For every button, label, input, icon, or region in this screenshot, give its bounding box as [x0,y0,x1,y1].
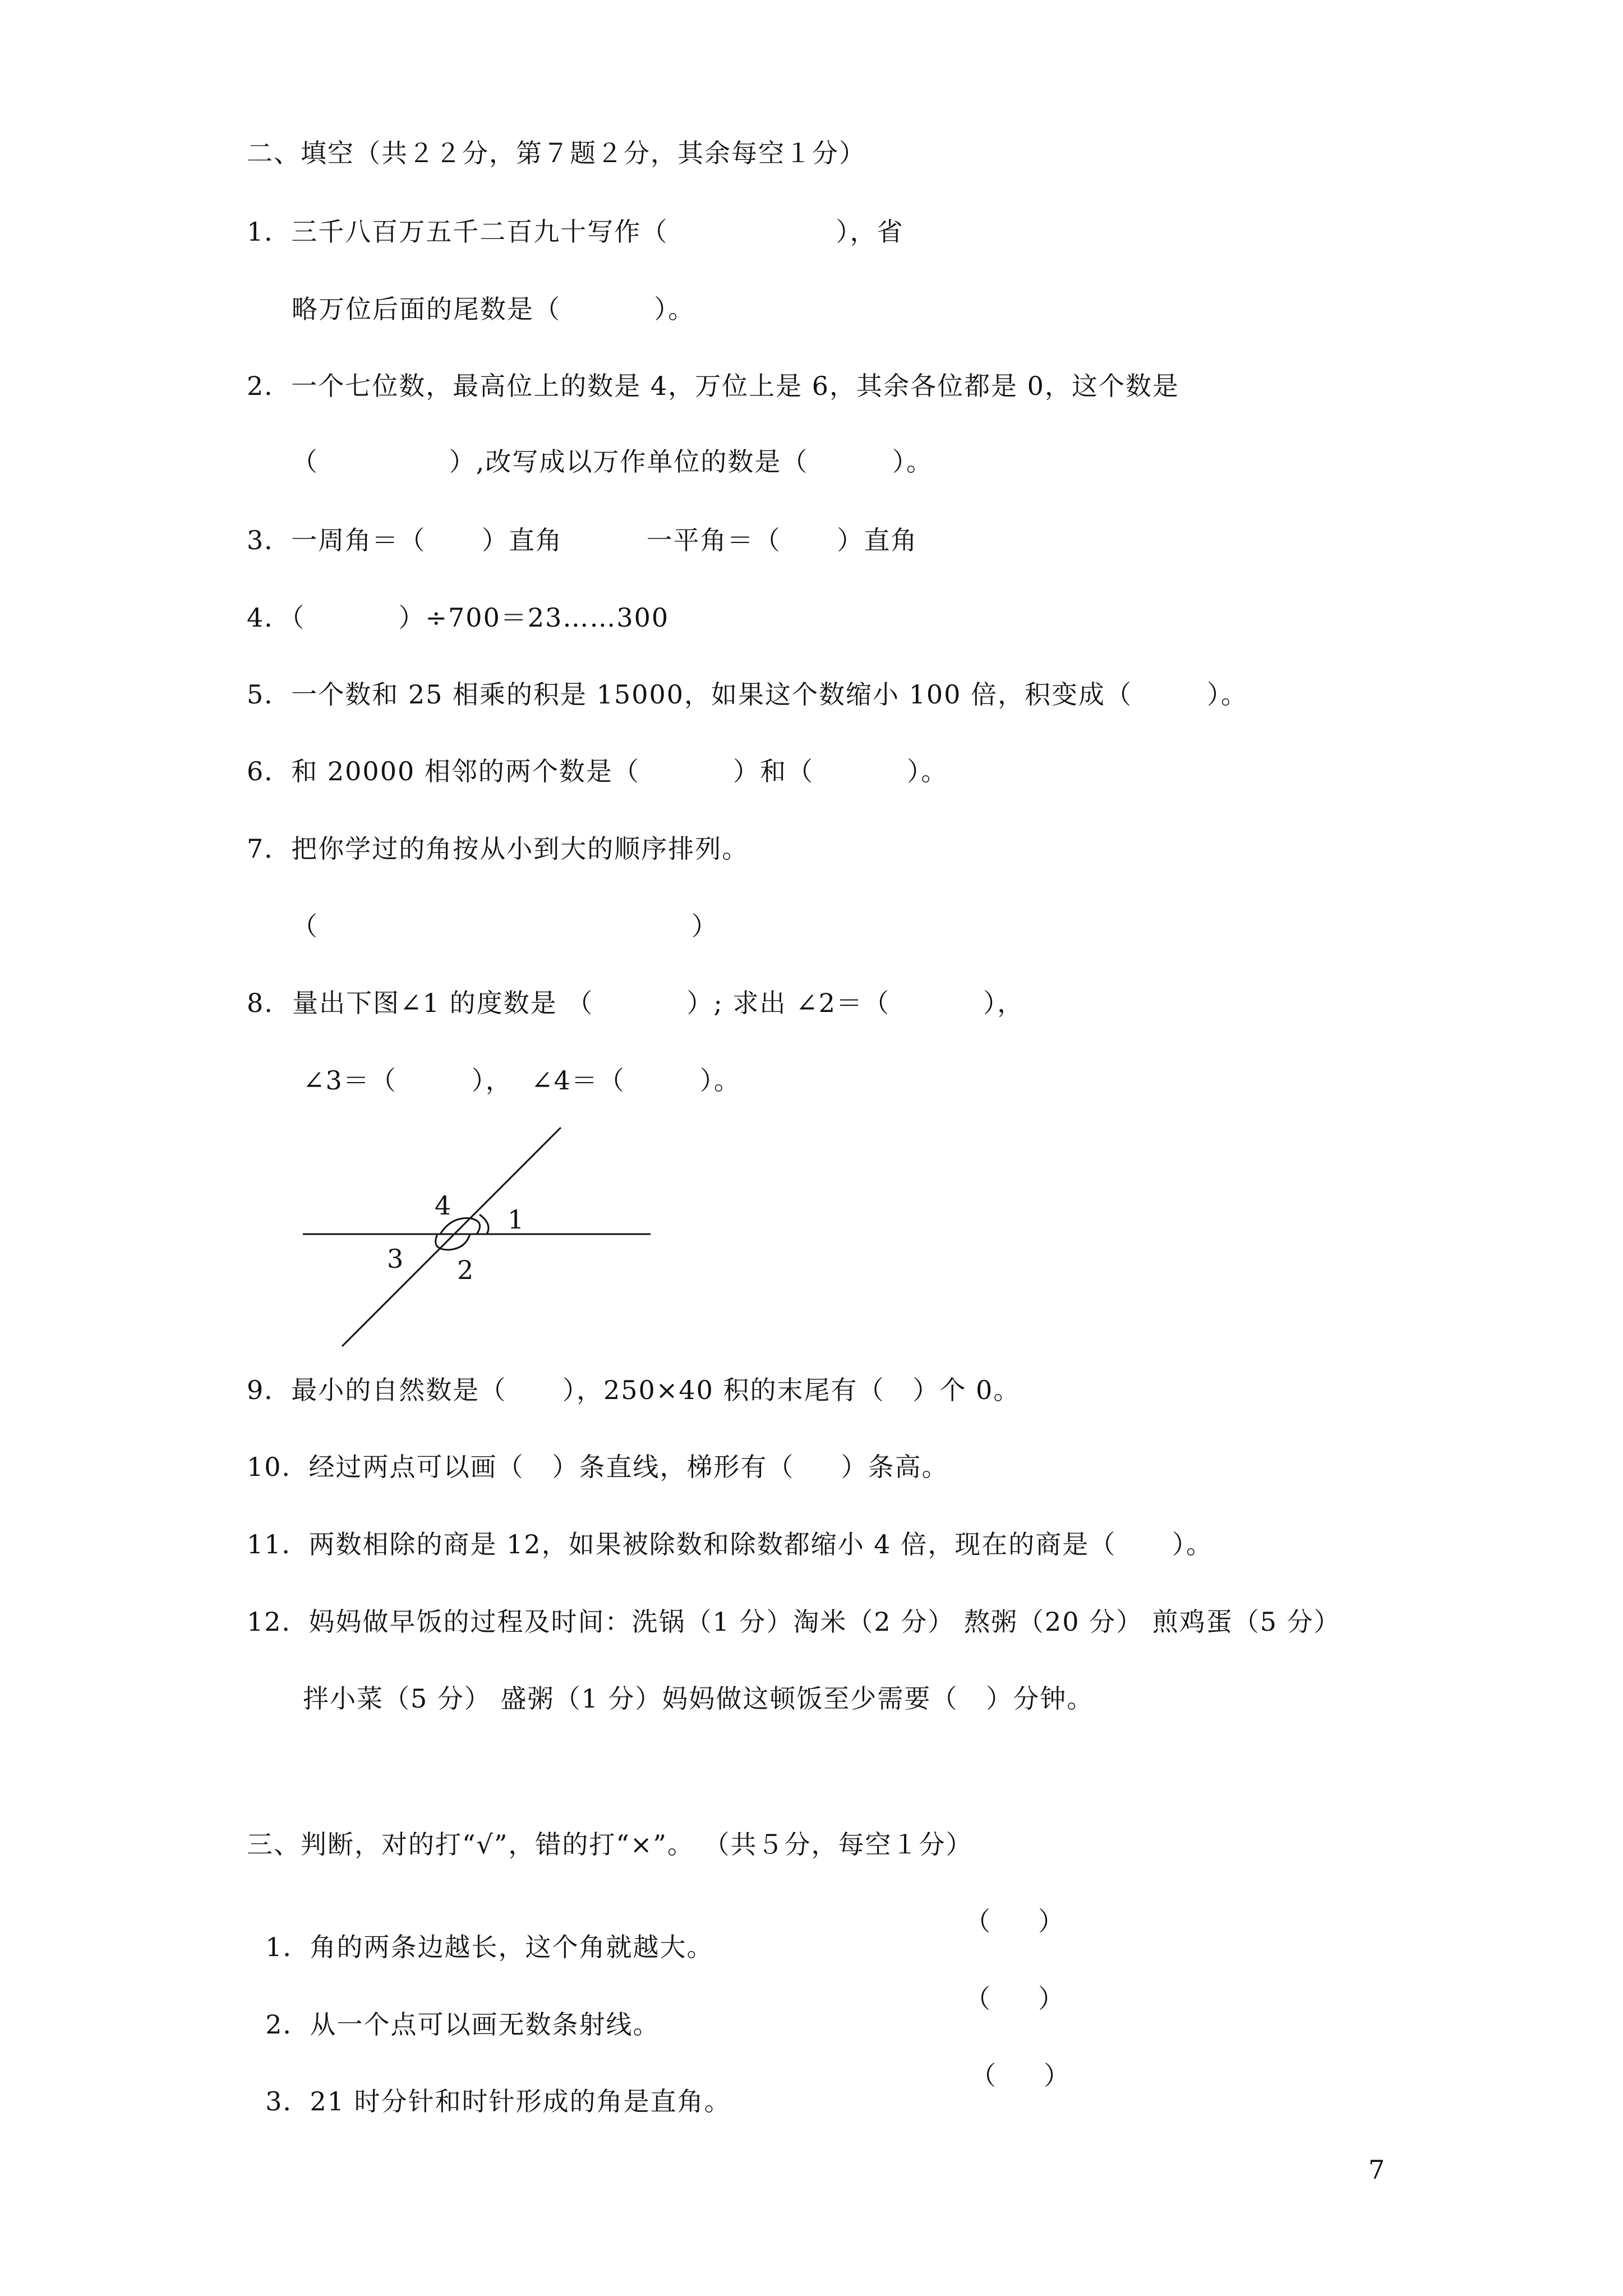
judgement-2-box: （ ） [965,1984,1066,2014]
angle-arc-right [479,1214,488,1234]
question-5: 5．一个数和 25 相乘的积是 15000，如果这个数缩小 100 倍，积变成（ ）。 [247,679,1248,710]
angle-label-3: 3 [387,1244,404,1274]
section-3-heading: 三、判断，对的打“√”，错的打“×”。 （共５分，每空１分） [247,1829,973,1860]
question-1-line-b: 略万位后面的尾数是（ ）。 [292,294,695,324]
question-4: 4．（ ）÷700＝23……300 [247,602,670,633]
judgement-3-text: 3．21 时分针和时针形成的角是直角。 [265,2086,731,2116]
judgement-3 [247,2063,731,2114]
judgement-2 [247,1986,660,2040]
question-8-line-b: ∠3＝（ ）， ∠4＝（ ）。 [303,1065,741,1096]
question-1-line-a: 1．三千八百万五千二百九十写作（ ），省 [247,217,904,247]
question-2-line-b: （ ）,改写成以万作单位的数是（ ）。 [292,447,933,477]
judgement-2-text: 2．从一个点可以画无数条射线。 [265,2009,660,2040]
question-2-line-a: 2．一个七位数，最高位上的数是 4，万位上是 6，其余各位都是 0，这个数是 [247,371,1179,401]
question-11: 11．两数相除的商是 12，如果被除数和除数都缩小 4 倍，现在的商是（ ）。 [247,1529,1213,1559]
judgement-1-box: （ ） [965,1906,1066,1936]
question-10: 10．经过两点可以画（ ）条直线，梯形有（ ）条高。 [247,1452,949,1482]
question-3: 3．一周角＝（ ）直角 一平角＝（ ）直角 [247,525,918,555]
question-9: 9．最小的自然数是（ ），250×40 积的末尾有（ ）个 0。 [247,1375,1021,1405]
question-8-line-a: 8. 量出下图∠1 的度数是 （ ）; 求出 ∠2＝（ ）， [247,988,1025,1018]
angle-label-2: 2 [457,1255,474,1285]
question-12-line-b: 拌小菜（5 分） 盛粥（1 分）妈妈做这顿饭至少需要（ ）分钟。 [303,1683,1094,1714]
question-12-line-a: 12．妈妈做早饭的过程及时间：洗锅（1 分）淘米（2 分） 熬粥（20 分） 煎鸡蛋（5 分） [247,1607,1341,1637]
judgement-3-box: （ ） [970,2060,1071,2091]
angle-label-4: 4 [435,1190,451,1221]
intersecting-lines-diagram [292,1116,662,1352]
slanted-line [342,1128,561,1346]
question-7-line-a: 7．把你学过的角按从小到大的顺序排列。 [247,834,749,864]
question-6: 6．和 20000 相邻的两个数是（ ）和（ ）。 [247,756,948,786]
angle-label-1: 1 [508,1204,524,1235]
section-2-heading: 二、填空（共２２分，第７题２分，其余每空１分） [247,138,866,168]
judgement-1 [247,1908,714,1960]
page-number: 7 [1368,2155,1385,2185]
question-7-line-b: （ ） [292,911,718,941]
judgement-1-text: 1．角的两条边越长，这个角就越大。 [265,1932,714,1962]
